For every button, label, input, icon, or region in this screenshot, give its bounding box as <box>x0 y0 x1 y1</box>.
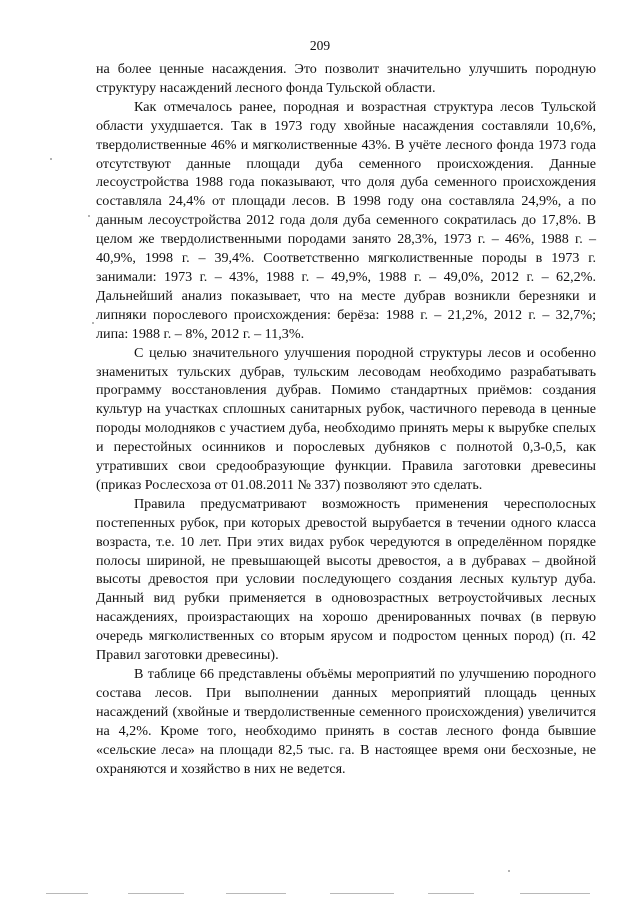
scan-mark <box>46 893 88 894</box>
scan-mark <box>226 893 286 894</box>
page-number: 209 <box>309 38 331 53</box>
scan-mark <box>330 893 394 894</box>
paragraph-table-66: В таблице 66 представлены объёмы мероприятий по улучшению породного состава лесов. При выполнении данных мероприятий площадь ценных насаждений (хвойные и твердолиственные семенного происхождения) увеличится на 4,2%. Кроме того, необходимо принять в состав лесного фонда бывшие «сельские леса» на площади 82,5 тыс. га. В настоящее время они бесхозные, не охраняются и хозяйство в них не ведется. <box>96 666 596 777</box>
paragraph-felling-rules: Правила предусматривают возможность применения чересполосных постепенных рубок, при которых древостой вырубается в течении одного класса возраста, т.е. 10 лет. При этих видах рубок чередуются в определённом порядке полосы шириной, не превышающей высоты древостоя, а в дубравах – двойной высоты древостоя при условии последующего создания лесных культур дуба. Данный вид рубки применяется в одновозрастных ветроустойчивых лесных насаждениях, произрастающих на хорошо дренированных почвах (в первую очередь мягколиственных со вторым ярусом и подростом ценных пород) (п. 42 Правил заготовки древесины). <box>96 495 596 664</box>
scan-dot <box>88 215 90 217</box>
scan-dot <box>50 158 52 160</box>
paragraph-oak-restoration: С целью значительного улучшения породной структуры лесов и особенно знаменитых тульских дубрав, тульским лесоводам необходимо разрабатывать программу восстановления дубрав. Помимо стандартных приёмов: создания культур на участках сплошных санитарных рубок, частичного перевода в ценные породы молодняков с участием дуба, необходимо принять меры к вырубке спелых и перестойных осинников и порослевых дубняков с полнотой 0,3-0,5, как утративших свои средообразующие функции. Правила заготовки древесины (приказ Рослесхоза от 01.08.2011 № 337) позволяют это сделать. <box>96 344 596 493</box>
paragraph-forest-structure: Как отмечалось ранее, породная и возрастная структура лесов Тульской области ухудшается. Так в 1973 году хвойные насаждения составляли 10,6%, твердолиственные 46% и мягколиственные 43%. В учёте лесного фонда 1973 года отсутствуют данные площади дуба семенного происхождения. Данные лесоустройства 1988 года показывают, что доля дуба семенного происхождения составляла 24,4% от площади лесов. В 1998 году она составляла 24,9%, а по данным лесоустройства 2012 года доля дуба семенного сократилась до 17,8%. В целом же твердолиственными породами занято 28,3%, 1973 г. – 46%, 1988 г. – 40,9%, 1998 г. – 39,4%. Соответственно мягколиственные породы в 1973 г. занимали: 1973 г. – 43%, 1988 г. – 49,9%, 1988 г. – 49,0%, 2012 г. – 62,2%. Дальнейший анализ показывает, что на месте дубрав возникли березняки и липняки порослевого происхождения: берёза: 1988 г. – 21,2%, 2012 г. – 32,7%; липа: 1988 г. – 8%, 2012 г. – 11,3%. <box>96 98 596 342</box>
scan-mark <box>520 893 590 894</box>
paragraph-continuation: на более ценные насаждения. Это позволит значительно улучшить породную структуру насаждений лесного фонда Тульской области. <box>96 61 596 96</box>
scan-mark <box>428 893 474 894</box>
scan-mark <box>128 893 184 894</box>
document-body <box>96 60 596 778</box>
scan-dot <box>92 322 94 324</box>
scan-dot <box>508 870 510 872</box>
